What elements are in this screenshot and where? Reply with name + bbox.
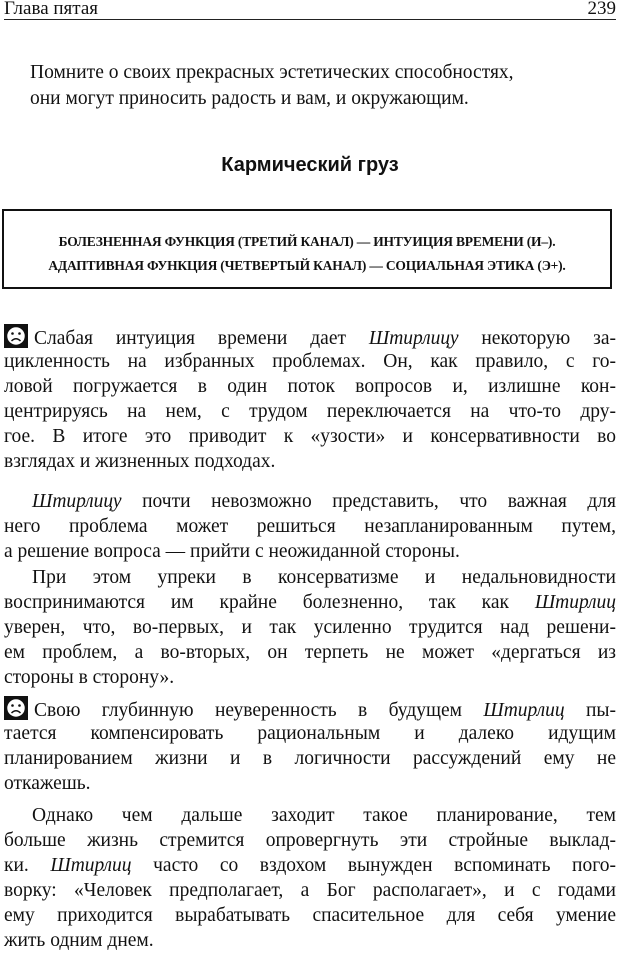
text-line: жить одним днем. [4, 930, 154, 951]
text-line: уверен, что, во-первых, и так усиленно трудится над решени- [4, 617, 616, 638]
sad-face-icon [4, 696, 28, 720]
text-run: воспринимаются им крайне болезненно, так как [4, 592, 535, 613]
section-title: Кармический груз [221, 154, 399, 176]
paragraph [4, 489, 616, 564]
text-line: цикленность на избранных проблемах. Он, как правило, с го- [4, 351, 616, 372]
text-line: больше жизнь стремится опровергнуть эти стройные выклад- [4, 830, 616, 851]
page-number: 239 [587, 0, 616, 19]
text-line: ем проблем, а во-вторых, он терпеть не может «дергаться из [4, 642, 616, 663]
text-line: стороны в сторону». [4, 667, 175, 688]
chapter-title: Глава пятая [4, 0, 98, 19]
text-line: центрируясь на нем, с трудом переключается на что-то дру- [4, 401, 616, 422]
text-line: гое. В итоге это приводит к «узости» и консервативности во [4, 426, 616, 447]
name-italic: Штирлицу [368, 328, 459, 349]
name-italic: Штирлиц [483, 700, 565, 721]
page-header [4, 0, 616, 20]
text-line: ловой погружается в один поток вопросов и, излишне кон- [4, 376, 616, 397]
function-box-line: АДАПТИВНАЯ ФУНКЦИЯ (ЧЕТВЕРТЫЙ КАНАЛ) — СОЦИАЛЬНАЯ ЭТИКА (Э+). [48, 258, 566, 273]
text-line: При этом упреки в консерватизме и недальновидности [32, 567, 616, 588]
text-run: пы- [564, 700, 616, 721]
text-run: Свою глубинную неуверенность в будущем [34, 700, 484, 721]
name-italic: Штирлиц [534, 592, 616, 613]
text-run: почти невозможно представить, что важная для [121, 491, 616, 512]
text-line: а решение вопроса — прийти с неожиданной стороны. [4, 541, 460, 562]
text-run: часто со вздохом вынужден вспоминать пого- [131, 855, 616, 876]
paragraph [4, 565, 616, 690]
text-line: взглядах и жизненных подходах. [4, 451, 276, 472]
function-box-line: БОЛЕЗНЕННАЯ ФУНКЦИЯ (ТРЕТИЙ КАНАЛ) — ИНТУИЦИЯ ВРЕМЕНИ (И–). [58, 234, 556, 249]
text-line: откажешь. [4, 773, 91, 794]
paragraph [4, 324, 616, 474]
paragraph [4, 803, 616, 953]
text-line: планированием жизни и в логичности рассуждений ему не [4, 748, 616, 769]
sad-face-icon [4, 324, 28, 348]
name-italic: Штирлиц [50, 855, 132, 876]
epigraph [30, 60, 616, 112]
text-line: тается компенсировать рациональным и далеко идущим [4, 723, 616, 744]
function-box [2, 209, 612, 289]
epigraph-line: Помните о своих прекрасных эстетических способностях, [30, 62, 514, 83]
text-line: ему приходится вырабатывать спасительное для себя умение [4, 905, 616, 926]
text-line: Однако чем дальше заходит такое планирование, тем [32, 805, 616, 826]
text-run: ки. [4, 855, 51, 876]
paragraph [4, 696, 616, 796]
text-line: ворку: «Человек предполагает, а Бог располагает», и с годами [4, 880, 616, 901]
text-line: него проблема может решиться незапланированным путем, [4, 516, 616, 537]
text-run: Слабая интуиция времени дает [34, 328, 369, 349]
epigraph-line: они могут приносить радость и вам, и окружающим. [30, 88, 469, 109]
name-italic: Штирлицу [32, 491, 122, 512]
text-run: некоторую за- [458, 328, 616, 349]
